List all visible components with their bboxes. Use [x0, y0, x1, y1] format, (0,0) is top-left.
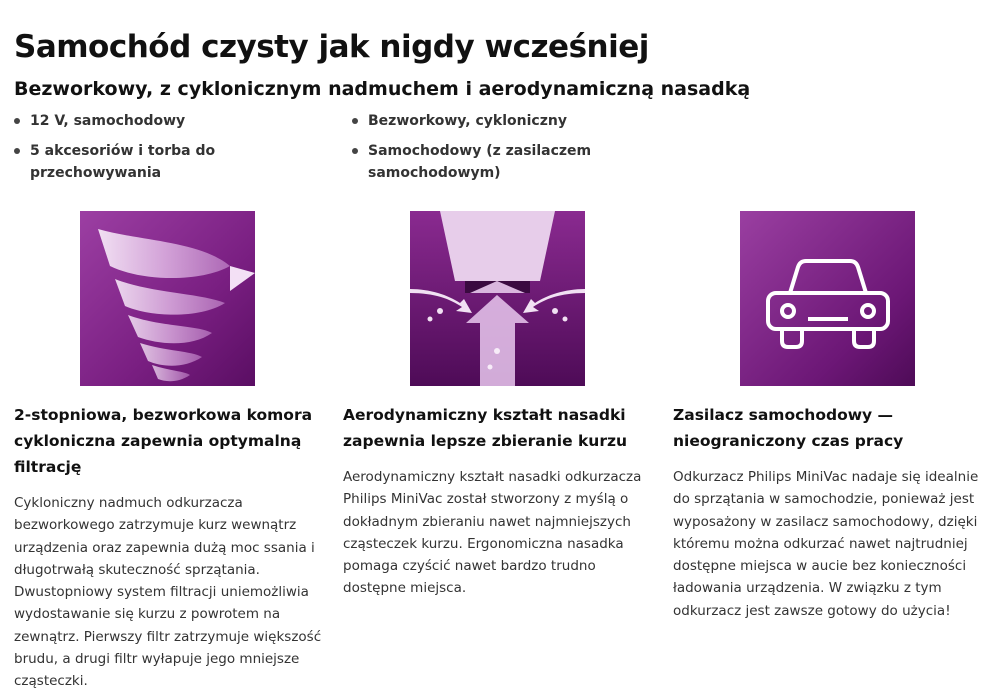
page-subtitle: Bezworkowy, z cyklonicznym nadmuchem i aerodynamiczną nasadką: [14, 77, 751, 100]
feature-bullets-right: [352, 110, 612, 192]
feature-body: Odkurzacz Philips MiniVac nadaje się idealnie do sprzątania w samochodzie, ponieważ jest wyposażony w zasilacz samochodowy, dzięki któremu można odkurzać nawet najtrudniej dostępne miejsca w aucie bez konieczności ładowania urządzenia. W związku z tym odkurzacz jest zawsze gotowy do użycia!: [673, 469, 979, 619]
bullet-text: Bezworkowy, cykloniczny: [368, 113, 567, 129]
bullet-item: [352, 110, 612, 132]
bullet-dot-icon: [352, 118, 358, 124]
car-icon: [740, 211, 915, 386]
feature-heading: 2-stopniowa, bezworkowa komora cykloniczna zapewnia optymalną filtrację: [14, 406, 313, 476]
feature-column-nozzle: [343, 402, 655, 600]
feature-body: Aerodynamiczny kształt nasadki odkurzacza Philips MiniVac został stworzony z myślą o dokładnym zbieraniu nawet najmniejszych cząsteczek kurzu. Ergonomiczna nasadka pomaga czyścić nawet bardzo trudno dostępne miejsca.: [343, 469, 642, 597]
cyclone-spiral-icon: [80, 211, 255, 386]
bullet-text: 5 akcesoriów i torba do przechowywania: [30, 143, 216, 181]
bullet-text: Samochodowy (z zasilaczem samochodowym): [368, 143, 592, 181]
bullet-dot-icon: [14, 118, 20, 124]
bullet-item: [14, 110, 344, 132]
bullet-dot-icon: [352, 148, 358, 154]
bullet-dot-icon: [14, 148, 20, 154]
feature-body: Cykloniczny nadmuch odkurzacza bezworkowego zatrzymuje kurz wewnątrz urządzenia oraz zapewnia dużą moc ssania i długotrwałą skuteczność sprzątania. Dwustopniowy system filtracji uniemożliwia wydostawanie się kurzu z powrotem na zewnątrz. Pierwszy filtr zatrzymuje większość brudu, a drugi filtr wyłapuje jego mniejsze cząsteczki.: [14, 495, 322, 690]
page-title: Samochód czysty jak nigdy wcześniej: [14, 28, 649, 65]
feature-heading: Aerodynamiczny kształt nasadki zapewnia lepsze zbieranie kurzu: [343, 406, 628, 450]
feature-heading: Zasilacz samochodowy — nieograniczony czas pracy: [673, 406, 904, 450]
feature-column-cyclone: [14, 402, 326, 693]
feature-bullets-left: [14, 110, 344, 192]
bullet-text: 12 V, samochodowy: [30, 113, 186, 129]
bullet-item: [14, 140, 344, 184]
bullet-item: [352, 140, 612, 184]
nozzle-airflow-icon: [410, 211, 585, 386]
feature-column-car-adapter: [673, 402, 985, 622]
